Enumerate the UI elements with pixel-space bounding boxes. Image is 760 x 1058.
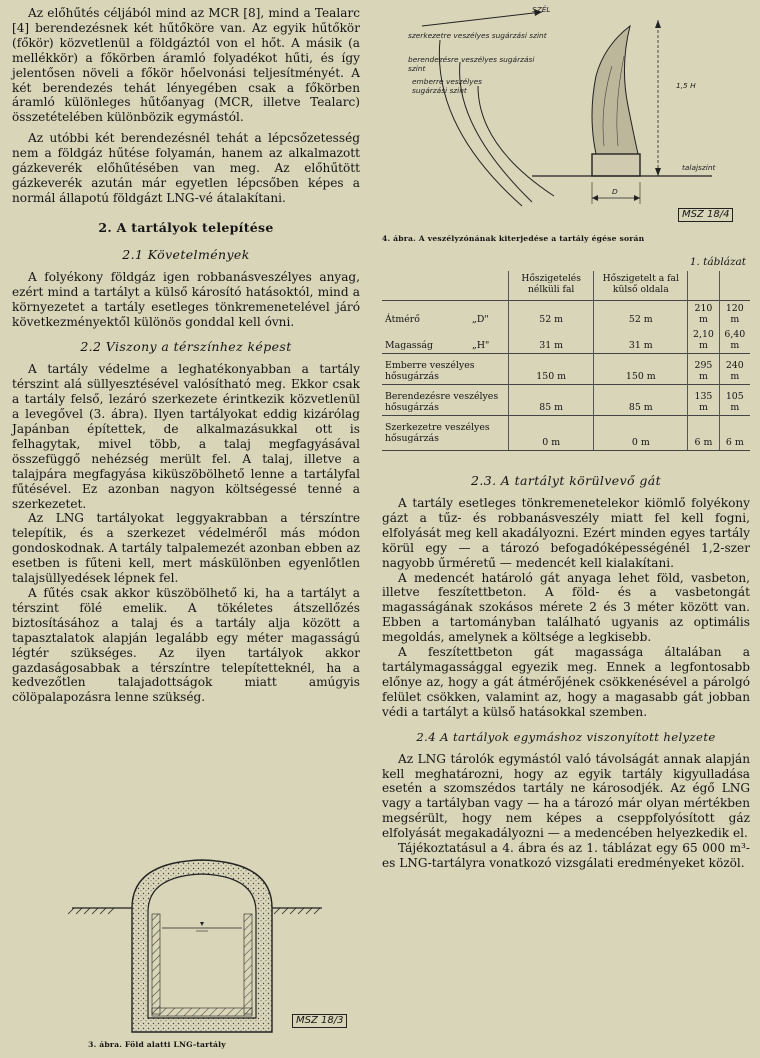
cell: 2,10 m xyxy=(688,327,719,354)
ground-label: talajszint xyxy=(682,163,716,172)
row-symbol: „D" xyxy=(470,301,509,328)
table-header: Hőszigetelt a fal külső oldala xyxy=(594,271,688,301)
cell: 0 m xyxy=(509,416,594,451)
cell: 6 m xyxy=(719,416,750,451)
row-label: Emberre veszélyes hősugárzás xyxy=(382,354,509,385)
paragraph: A tartály esetleges tönkremenetelekor kiömlő folyékony gázt a tűz- és robbanásveszély miatt fel kell fogni, elfolyását meg kell akadályozni. Ezért minden egyes tartály körül egy — a tározó befogadóképességénél 1,2-szer nagyobb űrméretű — medencét kell kialakítani. xyxy=(382,496,750,570)
cell: 31 m xyxy=(594,327,688,354)
cell: 135 m xyxy=(688,385,719,416)
figure-3-caption: 3. ábra. Föld alatti LNG-tartály xyxy=(88,1040,226,1049)
paragraph: A medencét határoló gát anyaga lehet föld, vasbeton, illetve feszítettbeton. A föld- és a vasbetongát magasságának szokásos mérete 2 és 3 méter között van. Ebben a tartományban található ugyanis az optimális megoldás, amelynek a költsége a legkisebb. xyxy=(382,570,750,645)
figure-4-stamp: MSZ 18/4 xyxy=(678,208,733,222)
cell: 150 m xyxy=(594,354,688,385)
cell: 105 m xyxy=(719,385,750,416)
figure-4-caption: 4. ábra. A veszélyzónának kiterjedése a tartály égése során xyxy=(382,234,645,243)
row-label: Átmérő xyxy=(382,301,470,328)
table-header-empty xyxy=(382,271,470,301)
table-row xyxy=(382,301,750,328)
table-header xyxy=(688,271,719,301)
cell: 85 m xyxy=(509,385,594,416)
table-row xyxy=(382,327,750,354)
table-header xyxy=(719,271,750,301)
cell: 0 m xyxy=(594,416,688,451)
subsection-title: 2.1 Követelmények xyxy=(122,246,250,262)
row-label: Szerkezetre veszélyes hősugárzás xyxy=(382,416,509,451)
cell: 6,40 m xyxy=(719,327,750,354)
paragraph: Az előhűtés céljából mind az MCR [8], mind a Tealarc [4] berendezésnek két hűtőköre van. Az egyik hűtőkör (főkör) közvetlenül a földgáztól von el hőt. A másik (a mellékkör) a főkörben áramló folyadékot hűti, és így jelentősen növeli a főkör hőelvonási teljesítményét. A két berendezés tehát lényegében csak a főkörben áramló különleges hűtőanyag (MCR, illetve Tealarc) összetételében különbözik egymástól. xyxy=(12,6,360,125)
paragraph: Az utóbbi két berendezésnél tehát a lépcsőzetesség nem a földgáz hűtése folyamán, hanem az alkalmazott gázkeverék előhűtésében van meg. Az előhűtött gázkeverék azután már egyetlen lépcsőben képes a normál állapotú földgázt LNG-vé átalakítani. xyxy=(12,131,360,205)
table-title: 1. táblázat xyxy=(689,256,746,268)
paragraph: A folyékony földgáz igen robbanásveszélyes anyag, ezért mind a tartályt a külső károsító hatásoktól, mind a környezetet a tartály esetleges tönkremenetelével járó következményektől különös gonddal kell óvni. xyxy=(12,269,360,329)
cell: 31 m xyxy=(509,327,594,354)
right-column xyxy=(382,6,750,871)
human-zone-label: emberre veszélyes sugárzási szint xyxy=(412,77,482,95)
cell: 240 m xyxy=(719,354,750,385)
row-label: Magasság xyxy=(385,340,433,351)
equipment-zone-label: berendezésre veszélyes sugárzási szint xyxy=(408,55,535,73)
cell: 120 m xyxy=(719,301,750,328)
figure-3-stamp: MSZ 18/3 xyxy=(292,1014,347,1028)
cell: 85 m xyxy=(594,385,688,416)
table-row xyxy=(382,416,750,451)
cell: 52 m xyxy=(509,301,594,328)
underground-tank-drawing xyxy=(52,842,352,1038)
left-column xyxy=(12,6,360,705)
table-row xyxy=(382,385,750,416)
subsection-title: 2.2 Viszony a térszínhez képest xyxy=(80,339,292,355)
diameter-label: D xyxy=(612,187,618,196)
row-symbol: „H" xyxy=(472,340,490,351)
paragraph: Az LNG tárolók egymástól való távolságát annak alapján kell meghatározni, hogy az egyik tartály kigyulladása esetén a szomszédos tartály ne károsodjék. Az égő LNG vagy a tartályban vagy — ha a tározó már olyan mértékben megsérült, hogy nem képes a cseppfolyósított gáz elfolyását megakadályozni — a medencében helyezkedik el. xyxy=(382,751,750,841)
paragraph: Tájékoztatásul a 4. ábra és az 1. táblázat egy 65 000 m³-es LNG-tartályra vonatkozó vizsgálati eredményeket közöl. xyxy=(382,841,750,870)
paragraph: A feszítettbeton gát magassága általában a tartálymagassággal egyezik meg. Ennek a legfontosabb előnye az, hogy a gát átmérőjének csökkenésével a párolgó felület csökken, valamint az, hogy a magasabb gát jobban védi a tartályt a külső hatásokkal szemben. xyxy=(382,645,750,719)
subsection-title: 2.4 A tartályok egymáshoz viszonyított helyzete xyxy=(416,729,716,744)
cell: 6 m xyxy=(688,416,719,451)
row-label: Berendezésre veszélyes hősugárzás xyxy=(382,385,509,416)
hazard-table xyxy=(382,271,750,451)
subsection-title: 2.3. A tartályt körülvevő gát xyxy=(470,473,662,488)
section-title: 2. A tartályok telepítése xyxy=(98,219,274,235)
table-row xyxy=(382,354,750,385)
table-header-empty xyxy=(470,271,509,301)
wind-label: SZÉL xyxy=(532,5,551,14)
figure-3 xyxy=(52,842,352,1052)
table-header: Hőszigetelés nélküli fal xyxy=(509,271,594,301)
height-label: 1,5 H xyxy=(676,81,696,90)
cell: 210 m xyxy=(688,301,719,328)
structure-zone-label: szerkezetre veszélyes sugárzási szint xyxy=(408,31,547,40)
cell: 150 m xyxy=(509,354,594,385)
cell: 52 m xyxy=(594,301,688,328)
cell: 295 m xyxy=(688,354,719,385)
paragraph: Az LNG tartályokat leggyakrabban a térszíntre telepítik, és a szerkezet védelméről más módon gondoskodnak. A tartály talpalemezét azonban ebben az esetben is fűteni kell, mert máskülönben egyenlőtlen talajsüllyedések lépnek fel. xyxy=(12,511,360,586)
paragraph: A fűtés csak akkor küszöbölhető ki, ha a tartályt a térszint fölé emelik. A tökéletes átszellőzés biztosításához a talaj és a tartály alja között a tapasztalatok alapján legalább egy méter magasságú légtér szükséges. Az ilyen tartályok akkor gazdaságosabbak a térszíntre telepítetteknél, ha a kedvezőtlen talajadottságok miatt amúgyis cölöpalapozásra lenne szükség. xyxy=(12,586,360,705)
figure-4 xyxy=(382,6,750,252)
paragraph: A tartály védelme a leghatékonyabban a tartály térszint alá süllyesztésével valósítható meg. Ekkor csak a tartály felső, lezáró szerkezete érintkezik közvetlenül a levegővel (3. ábra). Ilyen tartályokat eddig kizárólag Japánban építettek, de alkalmazásukkal ott is felhagytak, mivel több, a talaj megfagyásával összefüggő nehézség merült fel. A talaj, illetve a talajpára megfagyása kiküszöbölhető lenne a tartályfal fűtésével. Ez azonban nagyon költségessé tenné a szerkezetet. xyxy=(12,362,360,511)
